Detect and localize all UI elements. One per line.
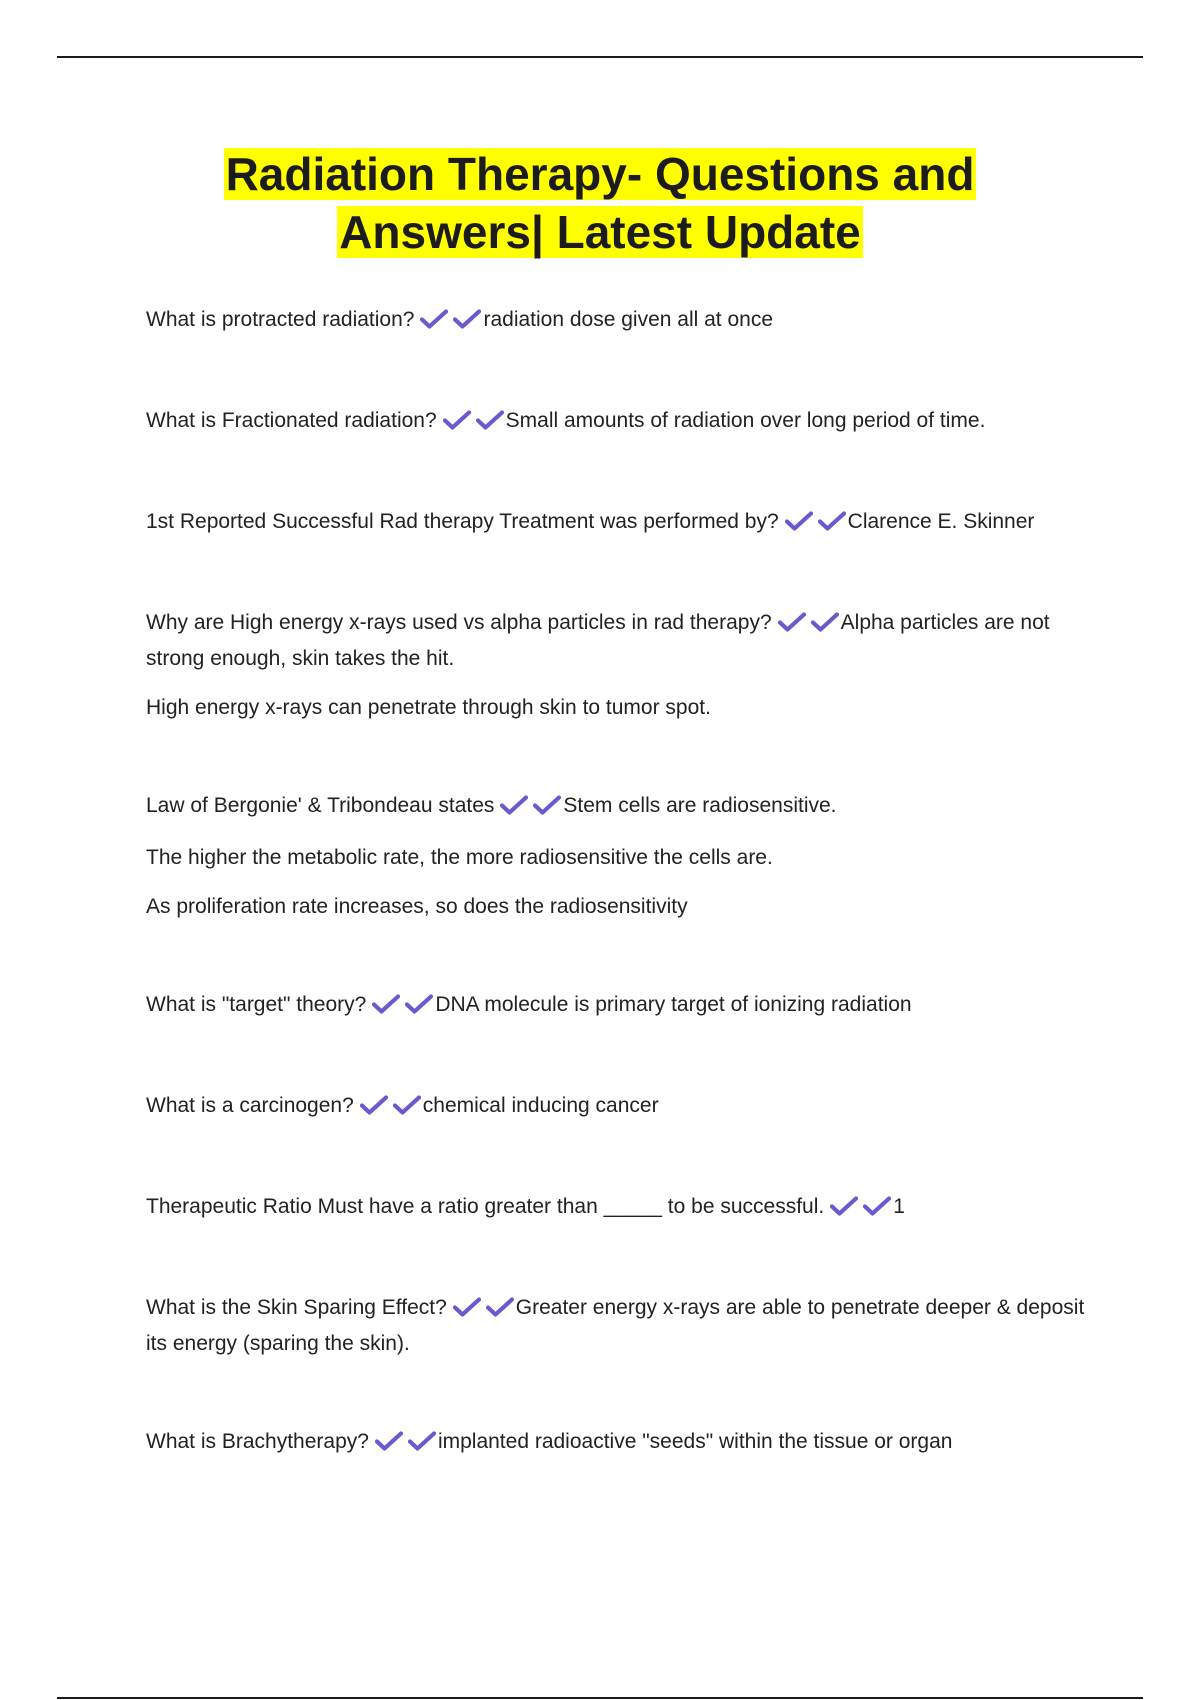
answer-marker <box>372 991 433 1024</box>
bottom-rule <box>57 1697 1143 1699</box>
check-mark-icon <box>405 994 433 1014</box>
answer-text: radiation dose given all at once <box>483 308 773 331</box>
question-text: Therapeutic Ratio Must have a ratio greater than _____ to be successful. <box>146 1195 825 1218</box>
check-mark-icon <box>372 994 400 1014</box>
qa-line <box>146 1425 1096 1461</box>
check-mark-icon <box>785 511 813 531</box>
answer-text: implanted radioactive "seeds" within the tissue or organ <box>437 1430 953 1453</box>
check-mark-icon <box>443 410 471 430</box>
page-title <box>0 145 1200 261</box>
check-mark-icon <box>375 1431 403 1451</box>
answer-text: Greater energy x-rays are able to penetrate deeper & deposit its energy (sparing the skin). <box>146 1296 1085 1355</box>
qa-line <box>146 1190 1096 1226</box>
answer-detail: High energy x-rays can penetrate through skin to tumor spot. <box>146 696 711 719</box>
qa-line <box>146 1089 1096 1125</box>
qa-line <box>146 1291 1096 1360</box>
answer-text: DNA molecule is primary target of ionizing radiation <box>435 993 912 1016</box>
check-mark-icon <box>408 1431 436 1451</box>
qa-item <box>146 988 1096 1024</box>
qa-line <box>146 789 1096 825</box>
check-mark-icon <box>863 1196 891 1216</box>
answer-text: Clarence E. Skinner <box>847 510 1035 533</box>
check-mark-icon <box>500 795 528 815</box>
qa-item <box>146 404 1096 440</box>
check-mark-icon <box>486 1297 514 1317</box>
question-text: Why are High energy x-rays used vs alpha particles in rad therapy? <box>146 611 772 634</box>
qa-item <box>146 1425 1096 1461</box>
qa-line <box>146 303 1096 339</box>
title-line-1: Radiation Therapy- Questions and <box>225 148 975 200</box>
check-mark-icon <box>360 1095 388 1115</box>
answer-marker <box>420 306 481 339</box>
qa-line <box>146 404 1096 440</box>
qa-list <box>146 303 1096 1526</box>
qa-item <box>146 606 1096 724</box>
answer-marker <box>500 792 561 825</box>
answer-text: chemical inducing cancer <box>422 1094 659 1117</box>
answer-detail: As proliferation rate increases, so does the radiosensitivity <box>146 895 688 918</box>
answer-marker <box>830 1193 891 1226</box>
question-text: What is a carcinogen? <box>146 1094 354 1117</box>
check-mark-icon <box>811 612 839 632</box>
check-mark-icon <box>778 612 806 632</box>
question-text: What is the Skin Sparing Effect? <box>146 1296 447 1319</box>
answer-text: Alpha particles are not strong enough, skin takes the hit. <box>146 611 1050 670</box>
answer-text: 1 <box>893 1195 905 1218</box>
question-text: What is Fractionated radiation? <box>146 409 437 432</box>
check-mark-icon <box>453 1297 481 1317</box>
qa-item <box>146 1190 1096 1226</box>
answer-text: Small amounts of radiation over long period of time. <box>505 409 986 432</box>
question-text: What is Brachytherapy? <box>146 1430 369 1453</box>
check-mark-icon <box>476 410 504 430</box>
answer-detail: The higher the metabolic rate, the more radiosensitive the cells are. <box>146 846 773 869</box>
qa-line <box>146 606 1096 675</box>
qa-item <box>146 789 1096 923</box>
answer-marker <box>443 407 504 440</box>
answer-text: Stem cells are radiosensitive. <box>563 794 837 817</box>
answer-marker <box>778 609 839 642</box>
qa-item <box>146 1089 1096 1125</box>
qa-line <box>146 988 1096 1024</box>
question-text: What is "target" theory? <box>146 993 367 1016</box>
check-mark-icon <box>453 309 481 329</box>
top-rule <box>57 56 1143 58</box>
qa-item <box>146 505 1096 541</box>
answer-marker <box>375 1428 436 1461</box>
qa-item <box>146 303 1096 339</box>
check-mark-icon <box>420 309 448 329</box>
check-mark-icon <box>830 1196 858 1216</box>
check-mark-icon <box>533 795 561 815</box>
title-line-2: Answers| Latest Update <box>339 206 861 258</box>
answer-marker <box>453 1294 514 1327</box>
answer-marker <box>360 1092 421 1125</box>
qa-item <box>146 1291 1096 1360</box>
question-text: Law of Bergonie' & Tribondeau states <box>146 794 495 817</box>
answer-marker <box>785 508 846 541</box>
question-text: What is protracted radiation? <box>146 308 415 331</box>
check-mark-icon <box>818 511 846 531</box>
question-text: 1st Reported Successful Rad therapy Treatment was performed by? <box>146 510 779 533</box>
qa-line <box>146 505 1096 541</box>
check-mark-icon <box>393 1095 421 1115</box>
